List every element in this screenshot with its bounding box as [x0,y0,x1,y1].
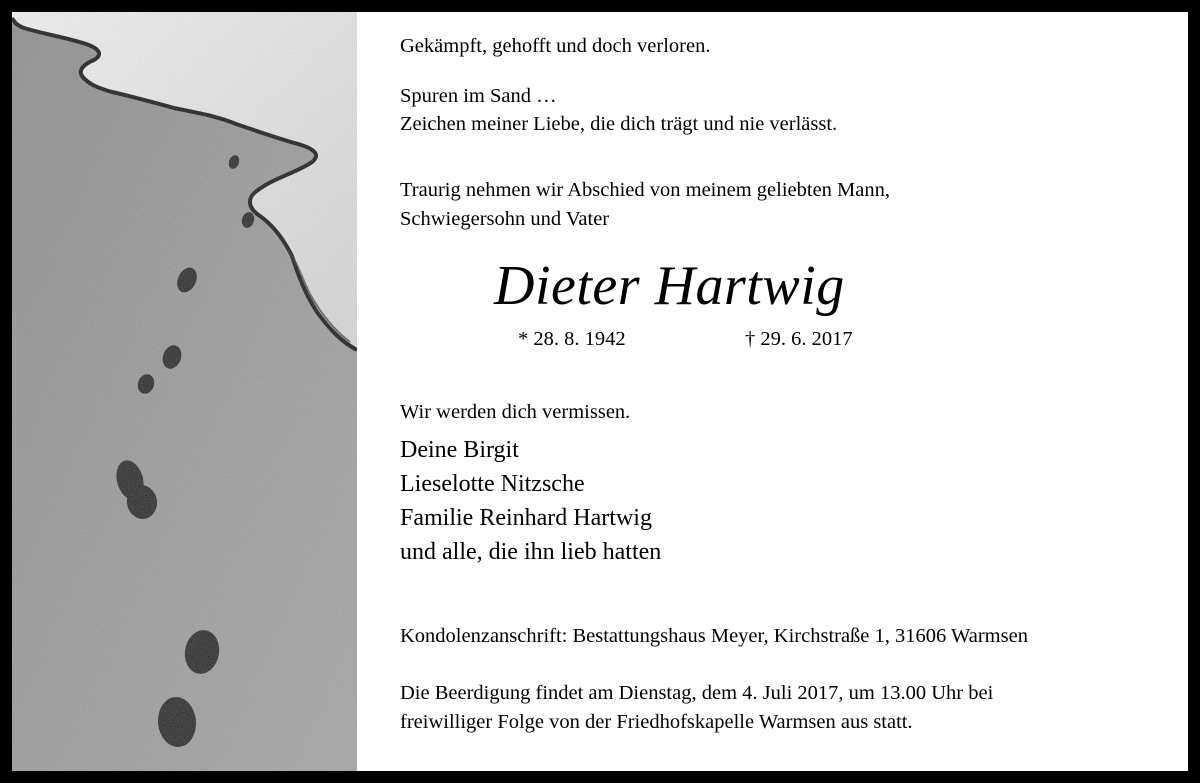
birth-date: * 28. 8. 1942 [518,328,626,350]
verse-line-1: Spuren im Sand … [400,85,557,107]
condolence-address: Kondolenzanschrift: Bestattungshaus Meyer, Kirchstraße 1, 31606 Warmsen [400,625,1028,647]
mourner: Familie Reinhard Hartwig [400,505,652,531]
mourner: und alle, die ihn lieb hatten [400,539,662,565]
death-date: † 29. 6. 2017 [745,328,853,350]
obituary-card [12,12,1188,771]
motto: Gekämpft, gehofft und doch verloren. [400,35,711,57]
verse-line-2: Zeichen meiner Liebe, die dich trägt und nie verlässt. [400,113,838,135]
intro-line-2: Schwiegersohn und Vater [400,208,610,230]
intro-line-1: Traurig nehmen wir Abschied von meinem geliebten Mann, [400,179,891,201]
deceased-name: Dieter Hartwig [494,255,845,317]
funeral-line-2: freiwilliger Folge von der Friedhofskapelle Warmsen aus statt. [400,711,913,733]
miss-line: Wir werden dich vermissen. [400,401,631,423]
footprints-in-sand-photo [12,12,357,771]
mourner: Deine Birgit [400,437,519,463]
funeral-line-1: Die Beerdigung findet am Dienstag, dem 4. Juli 2017, um 13.00 Uhr bei [400,682,994,704]
mourner: Lieselotte Nitzsche [400,471,585,497]
